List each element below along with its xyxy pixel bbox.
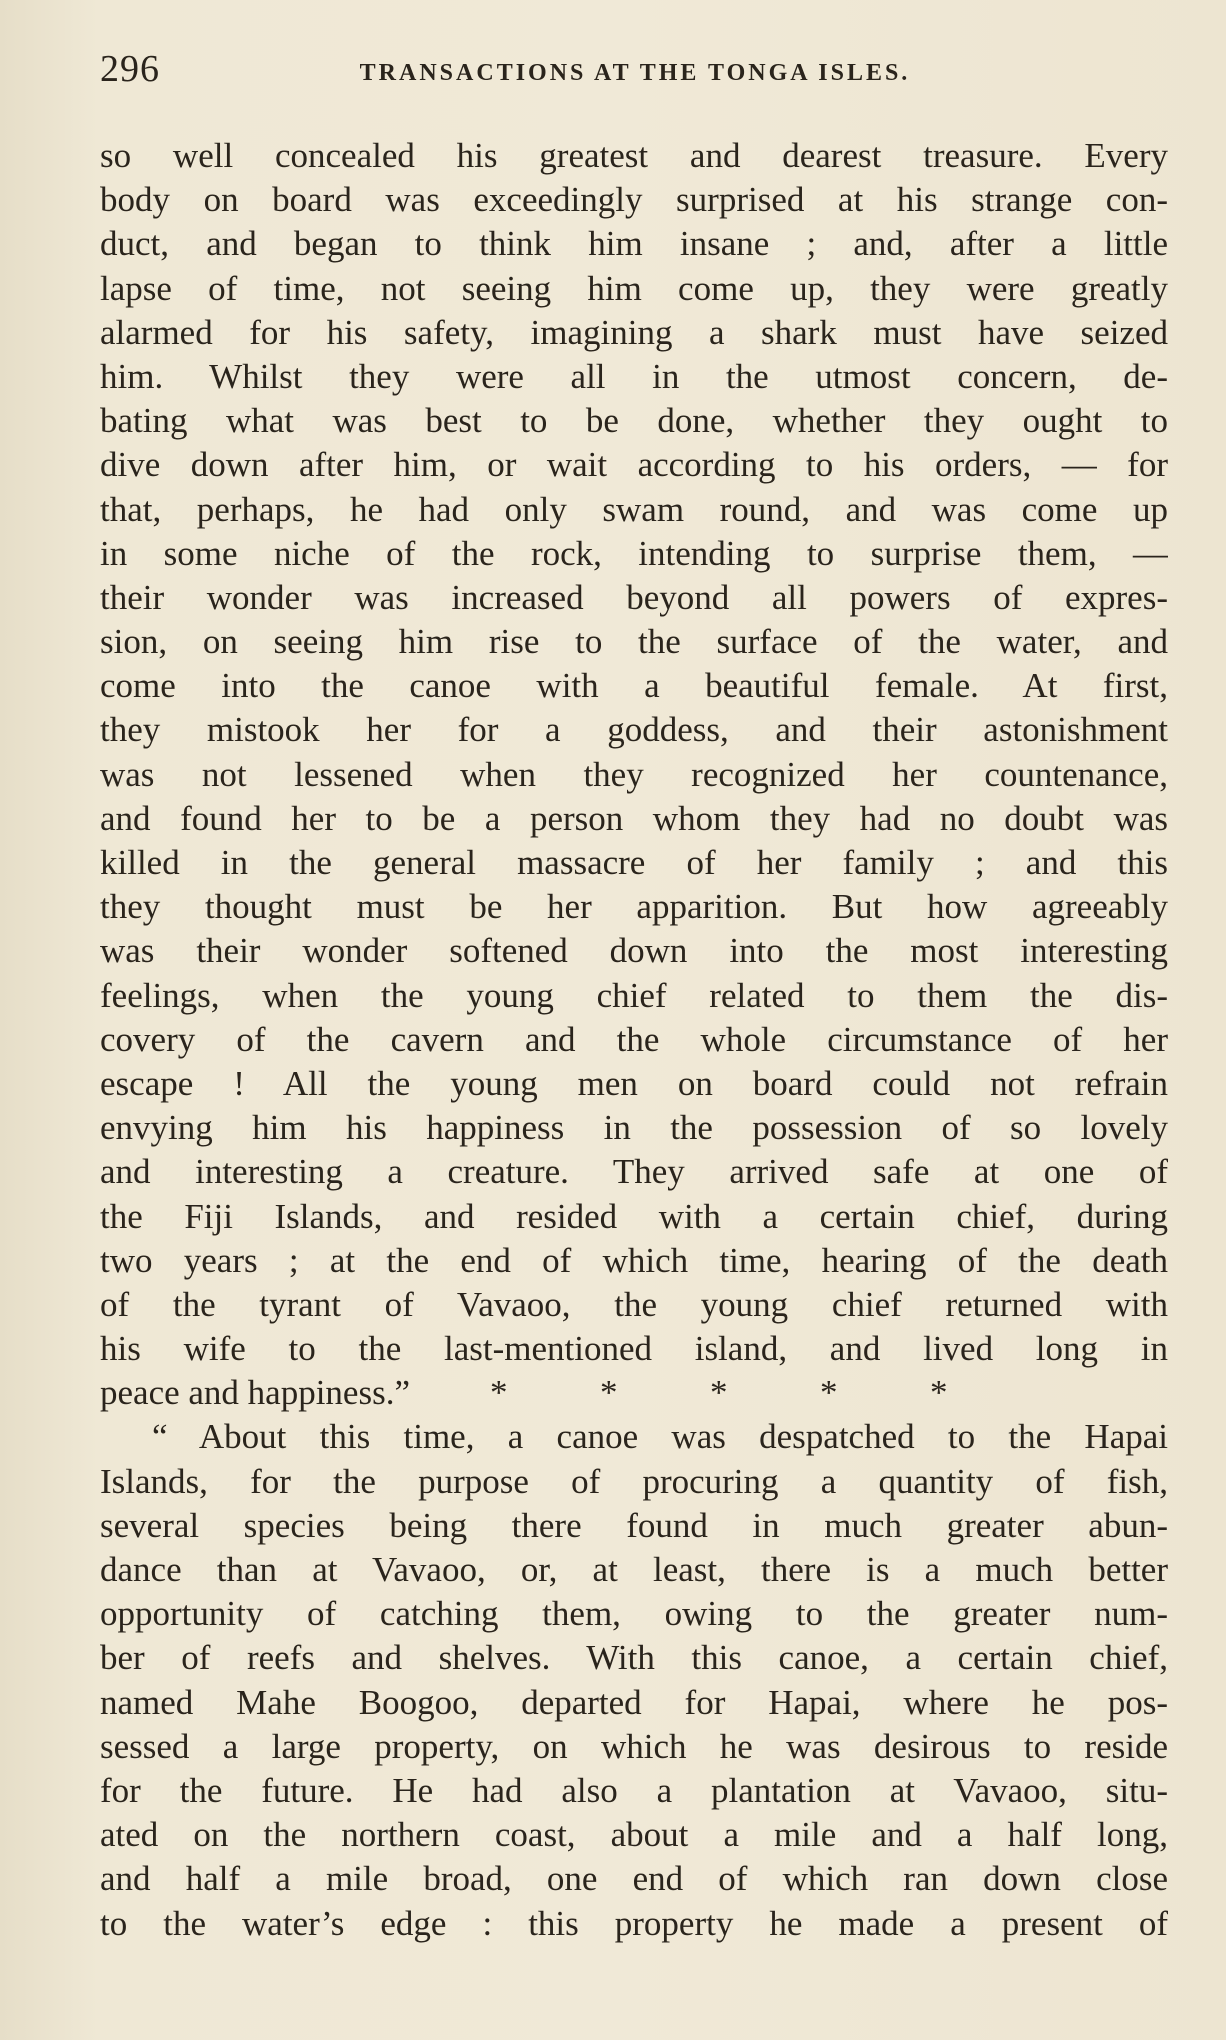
text-line: lapse of time, not seeing him come up, they were greatly: [100, 268, 1168, 308]
closing-text: peace and happiness.”: [100, 1373, 410, 1413]
text-line: dance than at Vavaoo, or, at least, there is a much better: [100, 1550, 1168, 1589]
asterisk: *: [930, 1373, 948, 1413]
text-line: envying him his happiness in the possession of so lovely: [100, 1108, 1168, 1148]
text-line: and half a mile broad, one end of which ran down close: [100, 1859, 1168, 1899]
text-line: of the tyrant of Vavaoo, the young chief returned with: [100, 1284, 1168, 1324]
text-line: killed in the general massacre of her family ; and this: [100, 843, 1168, 882]
text-line: sessed a large property, on which he was desirous to reside: [100, 1726, 1168, 1766]
text-line: him. Whilst they were all in the utmost concern, de-: [100, 356, 1168, 396]
paragraph-end-line: [100, 1371, 1168, 1415]
text-line: several species being there found in much greater abun-: [100, 1505, 1168, 1545]
running-head: TRANSACTIONS AT THE TONGA ISLES.: [359, 60, 911, 86]
text-line: opportunity of catching them, owing to the greater num-: [100, 1594, 1168, 1634]
text-line: they mistook her for a goddess, and their astonishment: [100, 710, 1168, 750]
asterisk: *: [820, 1373, 838, 1413]
text-line: was not lessened when they recognized her countenance,: [100, 754, 1168, 794]
text-line: their wonder was increased beyond all powers of expres-: [100, 577, 1168, 617]
text-line: his wife to the last-mentioned island, and lived long in: [100, 1329, 1168, 1369]
text-line: for the future. He had also a plantation at Vavaoo, situ-: [100, 1770, 1168, 1810]
text-line: escape ! All the young men on board could not refrain: [100, 1063, 1168, 1103]
text-line: and interesting a creature. They arrived safe at one of: [100, 1152, 1168, 1192]
text-line: dive down after him, or wait according to his orders, — for: [100, 445, 1168, 485]
asterisk: *: [710, 1373, 728, 1413]
text-line: two years ; at the end of which time, hearing of the death: [100, 1240, 1168, 1280]
text-line: named Mahe Boogoo, departed for Hapai, where he pos-: [100, 1682, 1168, 1722]
body-text: [100, 134, 1168, 1946]
text-line: “ About this time, a canoe was despatched to the Hapai: [152, 1417, 1168, 1457]
text-line: covery of the cavern and the whole circumstance of her: [100, 1019, 1168, 1059]
text-line: ated on the northern coast, about a mile and a half long,: [100, 1815, 1168, 1855]
text-line: and found her to be a person whom they had no doubt was: [100, 798, 1168, 838]
page-number: 296: [100, 48, 160, 90]
text-line: to the water’s edge : this property he made a present of: [100, 1903, 1168, 1943]
text-line: duct, and began to think him insane ; and, after a little: [100, 224, 1168, 264]
text-line: so well concealed his greatest and dearest treasure. Every: [100, 136, 1168, 175]
asterisk: *: [490, 1373, 508, 1413]
text-line: come into the canoe with a beautiful female. At first,: [100, 666, 1168, 706]
text-line: feelings, when the young chief related to them the dis-: [100, 975, 1168, 1015]
asterisk: *: [600, 1373, 618, 1413]
text-line: Islands, for the purpose of procuring a quantity of fish,: [100, 1461, 1168, 1501]
text-line: the Fiji Islands, and resided with a certain chief, during: [100, 1196, 1168, 1236]
text-line: in some niche of the rock, intending to surprise them, —: [100, 533, 1168, 573]
text-line: they thought must be her apparition. But how agreeably: [100, 887, 1168, 927]
text-line: ber of reefs and shelves. With this canoe, a certain chief,: [100, 1638, 1168, 1678]
section-break-asterisks: [490, 1371, 1040, 1415]
text-line: that, perhaps, he had only swam round, and was come up: [100, 489, 1168, 529]
text-line: bating what was best to be done, whether they ought to: [100, 401, 1168, 441]
text-line: was their wonder softened down into the most interesting: [100, 931, 1168, 971]
text-line: sion, on seeing him rise to the surface of the water, and: [100, 622, 1168, 662]
page-header: [100, 44, 1170, 94]
text-line: alarmed for his safety, imagining a shark must have seized: [100, 312, 1168, 352]
text-line: body on board was exceedingly surprised at his strange con-: [100, 180, 1168, 220]
